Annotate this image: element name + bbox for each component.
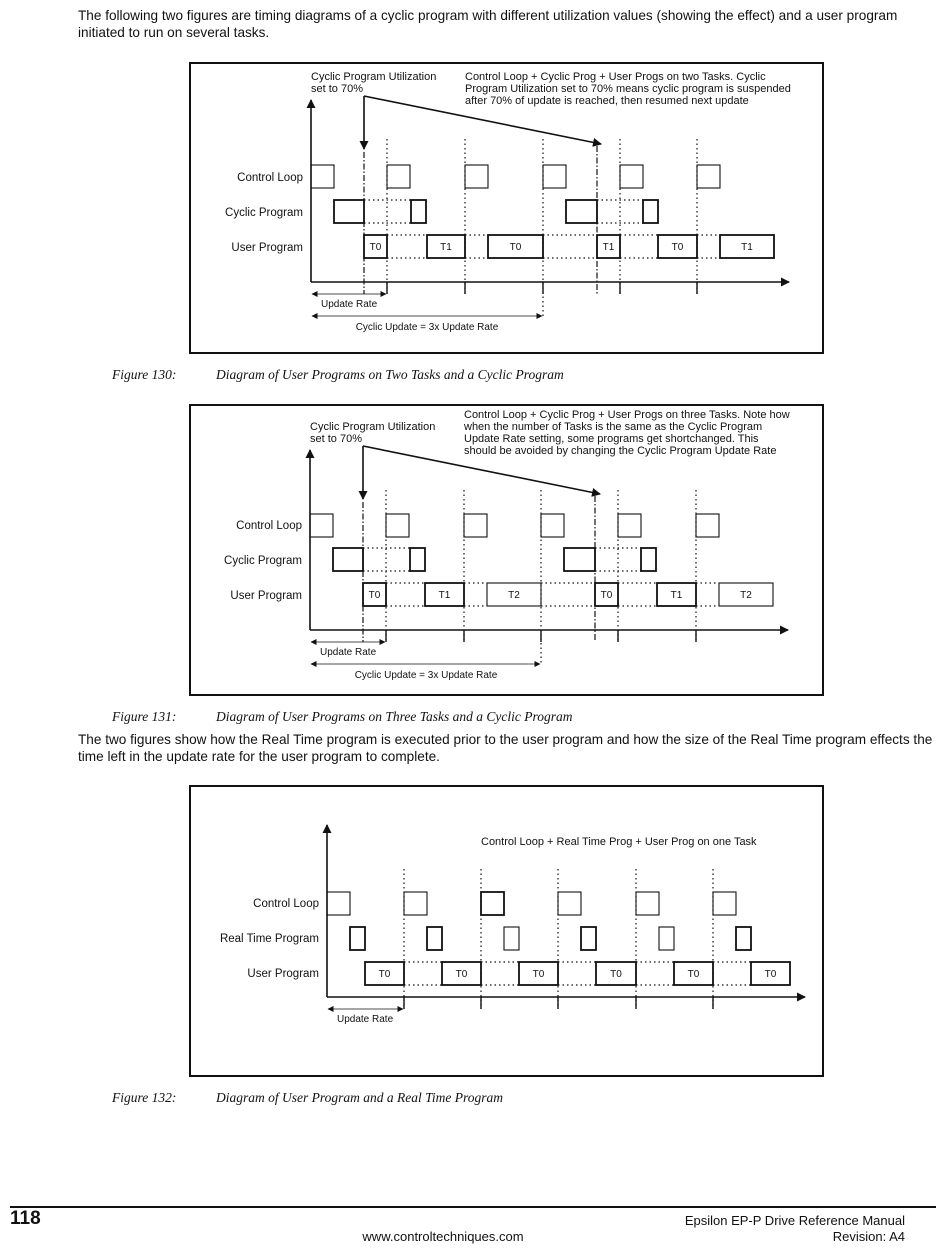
- caption-text: Diagram of User Programs on Three Tasks and a Cyclic Program: [216, 709, 573, 724]
- description-line-1: Control Loop + Real Time Prog + User Prog on one Task: [481, 836, 757, 848]
- description-line-3: Update Rate setting, some programs get shortchanged. This: [464, 433, 759, 445]
- description-line-2: Program Utilization set to 70% means cyclic program is suspended: [465, 83, 791, 95]
- cyclic-update-label: Cyclic Update = 3x Update Rate: [354, 670, 498, 681]
- caption-number: Figure 132:: [112, 1090, 177, 1105]
- control-loop-block: [636, 892, 659, 915]
- control-loop-block: [327, 892, 350, 915]
- control-loop-block: [697, 165, 720, 188]
- row-label-user-program: User Program: [231, 242, 303, 254]
- page-number: 118: [10, 1208, 41, 1229]
- footer-rule: [10, 1206, 936, 1208]
- caption-text: Diagram of User Programs on Two Tasks and a Cyclic Program: [216, 367, 564, 382]
- control-loop-block: [386, 514, 409, 537]
- row-label-user-program: User Program: [230, 590, 302, 602]
- control-loop-block: [311, 165, 334, 188]
- task-label: T0: [610, 969, 622, 980]
- row-label-cyclic-program: Cyclic Program: [225, 207, 303, 219]
- task-label: T0: [687, 969, 700, 980]
- cyclic-update-label: Cyclic Update = 3x Update Rate: [355, 322, 499, 333]
- control-loop-block: [696, 514, 719, 537]
- task-label: T2: [508, 590, 520, 601]
- revision: Revision: A4: [832, 1229, 905, 1244]
- util-note-line-2: set to 70%: [310, 433, 362, 445]
- footer-website[interactable]: www.controltechniques.com: [362, 1229, 524, 1244]
- cyclic-program-block: [566, 200, 597, 223]
- task-label: T0: [378, 969, 391, 980]
- control-loop-block: [310, 514, 333, 537]
- task-label: T0: [532, 969, 545, 980]
- control-loop-block: [481, 892, 504, 915]
- real-time-program-block: [427, 927, 442, 950]
- cyclic-program-block: [643, 200, 658, 223]
- manual-title: Epsilon EP-P Drive Reference Manual: [684, 1213, 905, 1228]
- task-label: T0: [764, 969, 777, 980]
- real-time-program-block: [659, 927, 674, 950]
- control-loop-block: [543, 165, 566, 188]
- caption-number: Figure 131:: [112, 709, 177, 724]
- task-label: T0: [369, 242, 382, 253]
- figure-131-diagram: [189, 404, 824, 696]
- update-rate-label: Update Rate: [337, 1014, 394, 1025]
- row-label-user-program: User Program: [247, 968, 319, 980]
- control-loop-block: [558, 892, 581, 915]
- task-label: T1: [438, 590, 451, 601]
- task-label: T0: [509, 242, 522, 253]
- control-loop-block: [465, 165, 488, 188]
- control-loop-block: [404, 892, 427, 915]
- caption-text: Diagram of User Program and a Real Time Program: [216, 1090, 504, 1105]
- task-label: T0: [455, 969, 468, 980]
- cyclic-program-block: [564, 548, 595, 571]
- task-label: T1: [741, 242, 753, 253]
- real-time-program-block: [504, 927, 519, 950]
- row-label-control-loop: Control Loop: [237, 172, 303, 184]
- figure-130-diagram: [189, 62, 824, 354]
- control-loop-block: [464, 514, 487, 537]
- real-time-program-block: [350, 927, 365, 950]
- description-line-3: after 70% of update is reached, then resumed next update: [465, 95, 749, 107]
- row-label-control-loop: Control Loop: [253, 898, 319, 910]
- caption-number: Figure 130:: [112, 367, 177, 382]
- util-note-line-1: Cyclic Program Utilization: [311, 71, 437, 83]
- task-label: T1: [670, 590, 683, 601]
- task-label: T1: [602, 242, 615, 253]
- task-label: T1: [440, 242, 452, 253]
- control-loop-block: [713, 892, 736, 915]
- intro-paragraph: The following two figures are timing diagrams of a cyclic program with different utilization values (showing the effect) and a user program initiated to run on several tasks.: [78, 8, 898, 40]
- task-label: T2: [740, 590, 752, 601]
- util-note-line-1: Cyclic Program Utilization: [310, 421, 436, 433]
- control-loop-block: [618, 514, 641, 537]
- task-label: T0: [600, 590, 613, 601]
- middle-paragraph: The two figures show how the Real Time program is executed prior to the user program and how the size of the Real Time program effects the time left in the update rate for the user program to complete.: [78, 732, 933, 764]
- description-line-1: Control Loop + Cyclic Prog + User Progs on three Tasks. Note how: [464, 409, 790, 421]
- row-label-cyclic-program: Cyclic Program: [224, 555, 302, 567]
- update-rate-label: Update Rate: [321, 299, 378, 310]
- real-time-program-block: [581, 927, 596, 950]
- util-note-line-2: set to 70%: [311, 83, 363, 95]
- row-label-control-loop: Control Loop: [236, 520, 302, 532]
- cyclic-program-block: [641, 548, 656, 571]
- control-loop-block: [387, 165, 410, 188]
- update-rate-label: Update Rate: [320, 647, 377, 658]
- description-line-2: when the number of Tasks is the same as the Cyclic Program: [464, 421, 763, 433]
- cyclic-program-block: [334, 200, 364, 223]
- figure-132-diagram: [189, 785, 824, 1077]
- real-time-program-block: [736, 927, 751, 950]
- description-line-4: should be avoided by changing the Cyclic Program Update Rate: [464, 445, 777, 457]
- control-loop-block: [620, 165, 643, 188]
- cyclic-program-block: [411, 200, 426, 223]
- row-label-real-time-program: Real Time Program: [219, 933, 319, 945]
- cyclic-program-block: [410, 548, 425, 571]
- task-label: T0: [368, 590, 381, 601]
- cyclic-program-block: [333, 548, 363, 571]
- control-loop-block: [541, 514, 564, 537]
- description-line-1: Control Loop + Cyclic Prog + User Progs on two Tasks. Cyclic: [465, 71, 766, 83]
- task-label: T0: [671, 242, 684, 253]
